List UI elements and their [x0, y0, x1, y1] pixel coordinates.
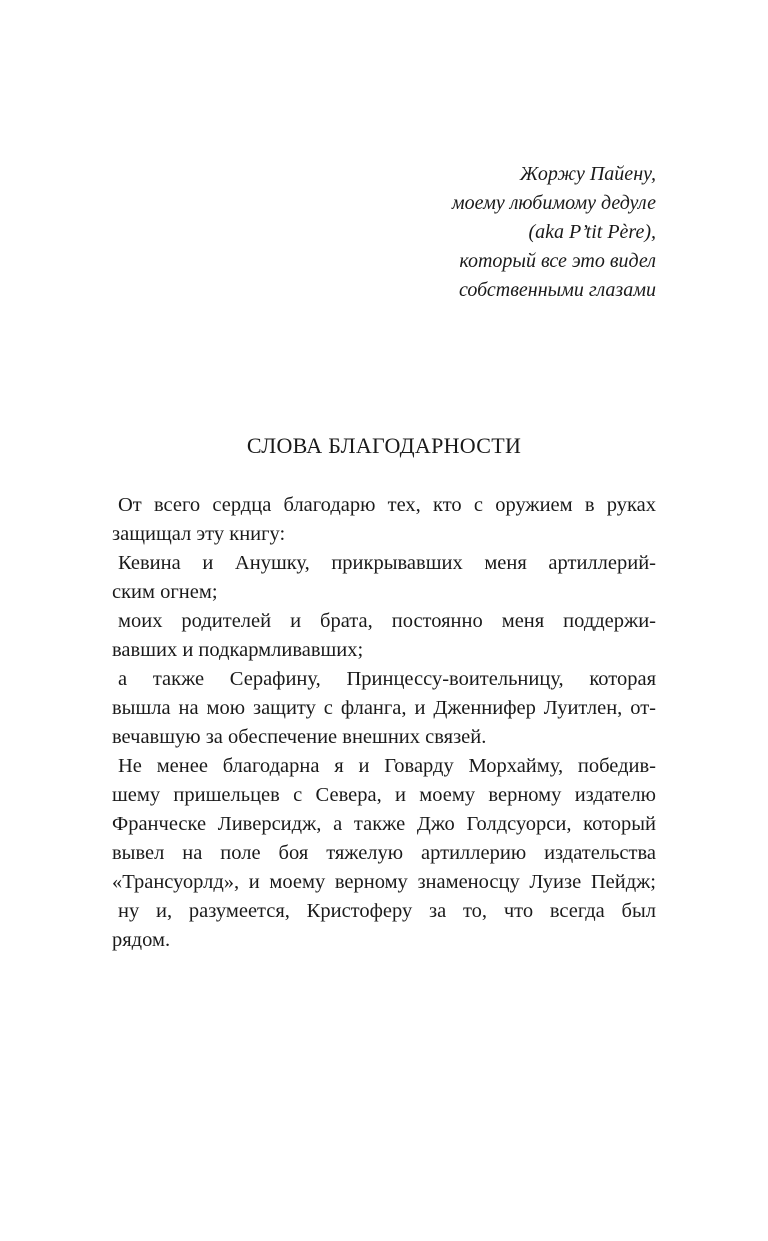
- acknowledgements-text: [112, 491, 656, 955]
- text-line: вышла на мою защиту с фланга, и Дженнифер Луитлен, от-: [112, 697, 656, 719]
- text-line: «Трансуорлд», и моему верному знаменосцу Луизе Пейдж;: [112, 871, 656, 893]
- dedication: [452, 160, 656, 305]
- text-line: От всего сердца благодарю тех, кто с оружием в руках: [118, 494, 656, 516]
- text-line: вавших и подкармливавших;: [112, 639, 364, 661]
- text-line: Не менее благодарна я и Говарду Морхайму, победив-: [118, 755, 656, 777]
- text-line: Франческе Ливерсидж, а также Джо Голдсуорси, который: [112, 813, 656, 835]
- text-line: рядом.: [112, 929, 171, 951]
- dedication-line: собственными глазами: [458, 279, 656, 301]
- text-line: шему пришельцев с Севера, и моему верному издателю: [112, 784, 656, 806]
- text-line: а также Серафину, Принцессу-воительницу, которая: [118, 668, 656, 690]
- dedication-line: Жоржу Пайену,: [519, 163, 656, 185]
- section-heading: СЛОВА БЛАГОДАРНОСТИ: [246, 433, 522, 458]
- dedication-line: (aka P’tit Père),: [528, 221, 656, 243]
- dedication-line: который все это видел: [459, 250, 656, 272]
- text-line: вечавшую за обеспечение внешних связей.: [112, 726, 487, 748]
- text-line: моих родителей и брата, постоянно меня поддержи-: [118, 610, 656, 632]
- text-line: Кевина и Анушку, прикрывавших меня артиллерий-: [118, 552, 656, 574]
- text-line: защищал эту книгу:: [112, 523, 286, 545]
- text-line: ским огнем;: [112, 581, 218, 603]
- text-line: вывел на поле боя тяжелую артиллерию издательства: [112, 842, 656, 864]
- text-line: ну и, разумеется, Кристоферу за то, что всегда был: [118, 900, 656, 922]
- dedication-line: моему любимому дедуле: [451, 192, 656, 214]
